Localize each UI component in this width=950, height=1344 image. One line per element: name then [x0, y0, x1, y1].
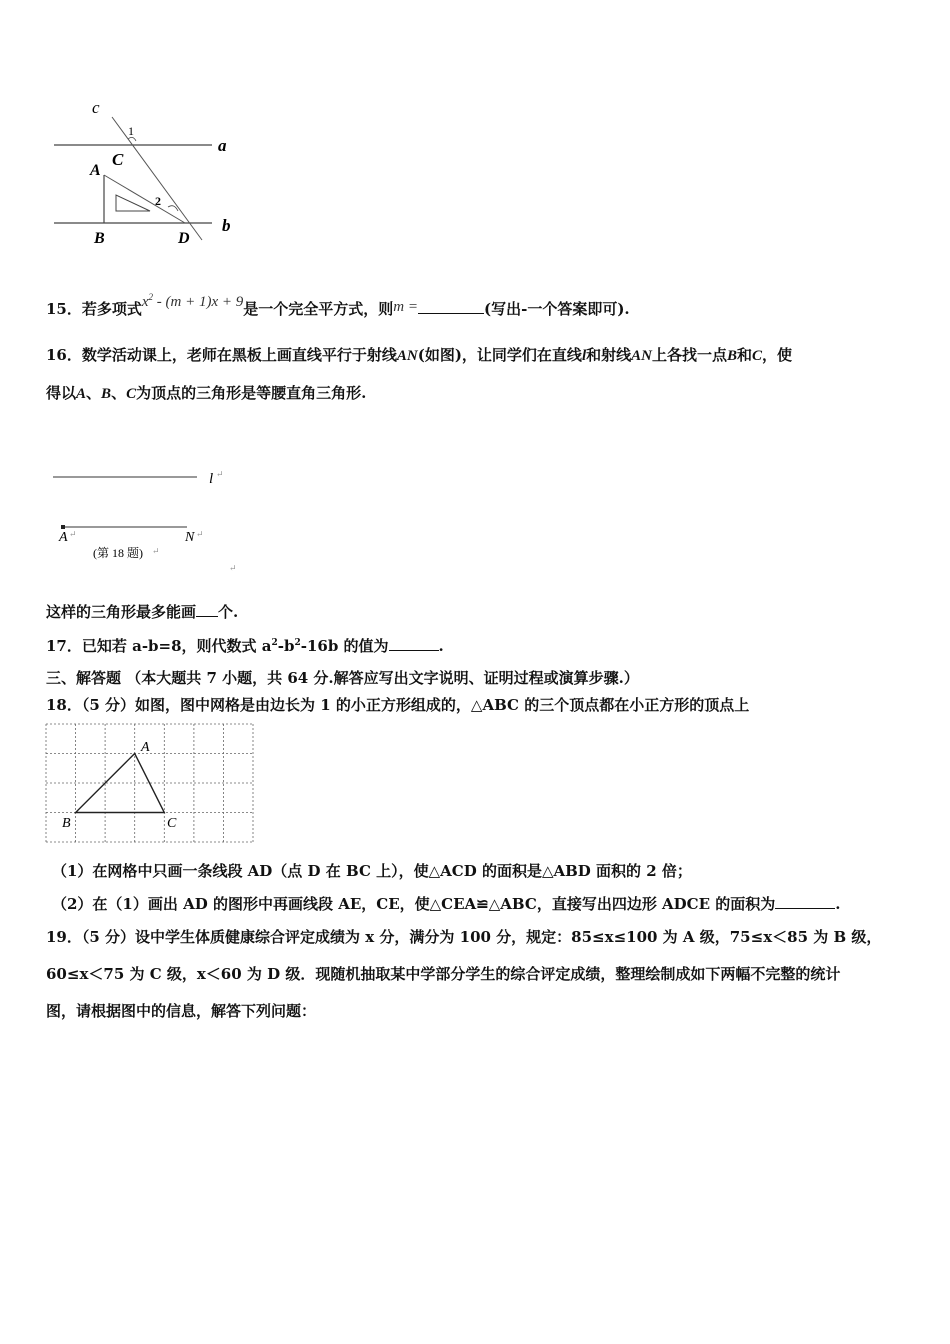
label-A: A [141, 740, 150, 755]
question-17: 17．已知若 a-b=8，则代数式 $a^2-b^2-16b$ 的值为 . [46, 637, 444, 655]
label-b: b [222, 216, 231, 235]
question-18-part1: （1）在网格中只画一条线段 AD（点 D 在 BC 上），使△ACD 的面积是△ABD 面积的 2 倍； [52, 862, 692, 880]
question-19-line2: 60≤x＜75 为 C 级，x＜60 为 D 级．现随机抽取某中学部分学生的综合评定成绩，整理绘制成如下两幅不完整的统计 [46, 965, 841, 983]
question-16-line1: 16．数学活动课上，老师在黑板上画直线平行于射线AN(如图)，让同学们在直线l和射线AN上各找一点B和C，使 [46, 346, 793, 364]
q16-answer-blank[interactable] [196, 615, 218, 617]
point-A [61, 525, 65, 529]
mark-l: ↵ [216, 469, 224, 479]
section-3-header: 三、解答题 （本大题共 7 小题，共 64 分.解答应写出文字说明、证明过程或演算步骤.） [46, 669, 639, 687]
small-triangle [116, 195, 150, 211]
question-15 [46, 292, 630, 319]
label-l: l [209, 471, 214, 487]
q15-middle: 是一个完全平方式，则 [243, 300, 394, 318]
q17-answer-blank[interactable] [389, 649, 439, 651]
label-A: A [90, 162, 101, 179]
mark-N: ↵ [196, 529, 204, 539]
angle-2-arc [168, 206, 178, 211]
q15-answer-blank[interactable] [418, 312, 484, 314]
label-C: C [112, 150, 124, 169]
label-a: a [218, 136, 227, 155]
mark-A: ↵ [69, 529, 77, 539]
figure-grid-triangle [40, 718, 260, 848]
label-C: C [167, 816, 177, 831]
label-c: c [92, 98, 100, 117]
line-c [112, 117, 202, 240]
question-19-line3: 图，请根据图中的信息，解答下列问题： [46, 1002, 317, 1020]
label-B: B [94, 230, 105, 247]
question-18-intro: 18．（5 分）如图，图中网格是由边长为 1 的小正方形组成的，△ABC 的三个顶点都在小正方形的顶点上 [46, 696, 750, 714]
question-18-part2: （2）在（1）画出 AD 的图形中再画线段 AE，CE，使△CEA≌△ABC，直接写出四边形 ADCE 的面积为 . [52, 895, 841, 913]
question-16-line2: 得以A、B、C为顶点的三角形是等腰直角三角形. [46, 384, 367, 402]
figure-caption: (第 18 题) [93, 546, 143, 560]
label-2: 2 [155, 194, 161, 208]
label-A: A [59, 530, 68, 545]
q15-m-equals: m = [393, 299, 419, 315]
label-N: N [185, 530, 195, 545]
q15-tail: (写出-一个答案即可). [484, 300, 630, 318]
question-19-line1: 19．（5 分）设中学生体质健康综合评定成绩为 x 分，满分为 100 分，规定：85≤x≤100 为 A 级，75≤x＜85 为 B 级， [46, 928, 882, 946]
label-1: 1 [128, 124, 134, 138]
label-B: B [62, 816, 71, 831]
question-16-line3: 这样的三角形最多能画 个. [46, 603, 239, 621]
mark-caption: ↵ [152, 546, 160, 556]
q18-answer-blank[interactable] [775, 907, 835, 909]
q15-number: 15．若多项式 [46, 300, 142, 318]
label-D: D [178, 230, 190, 247]
figure-line-and-ray [45, 455, 255, 580]
q15-poly: $x^2 - (m + 1)x + 9$ [141, 292, 244, 310]
figure-parallel-lines [40, 95, 250, 255]
mark-empty: ↵ [229, 563, 237, 573]
